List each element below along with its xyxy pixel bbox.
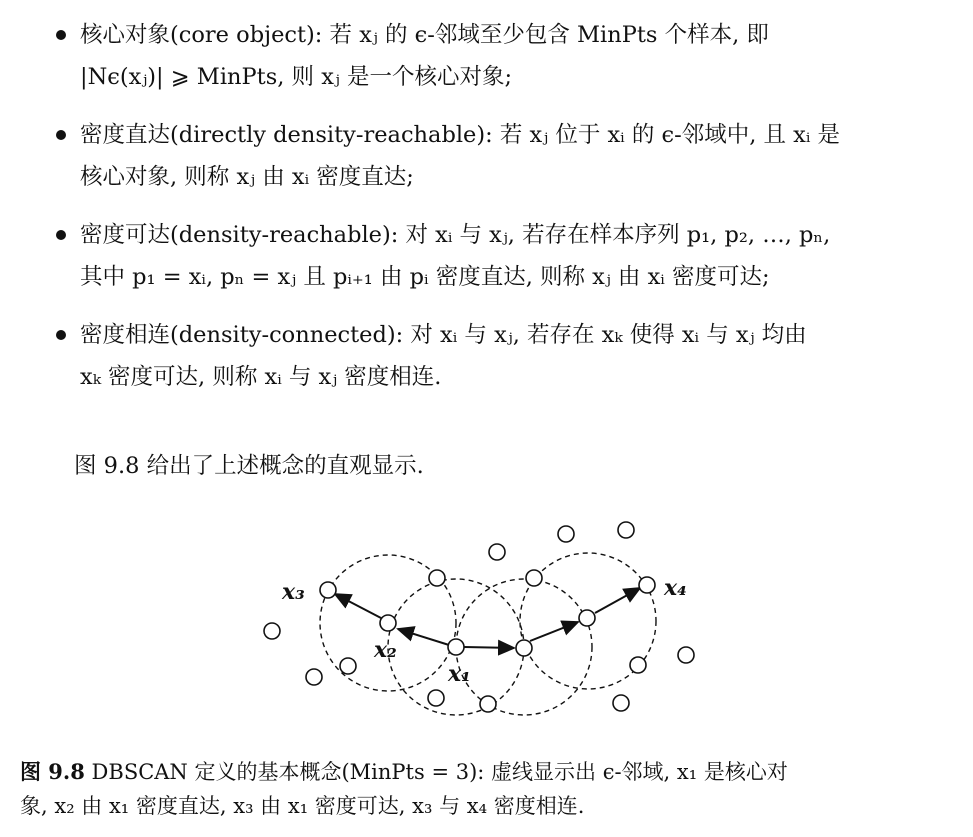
bullet-dot: [56, 130, 66, 140]
sample-point: [516, 640, 532, 656]
definition-line: 密度相连(density-connected): 对 xᵢ 与 xⱼ, 若存在 xₖ 使得 xᵢ 与 xⱼ 均由: [80, 322, 807, 348]
sample-point: [579, 610, 595, 626]
bullet-dot: [56, 230, 66, 240]
bullet-dot: [56, 30, 66, 40]
sample-point-x2: [380, 615, 396, 631]
label-x4: x₄: [664, 575, 687, 601]
sample-point: [618, 522, 634, 538]
bullet-dot: [56, 330, 66, 340]
label-x2: x₂: [374, 637, 397, 663]
sample-point: [480, 696, 496, 712]
arrow-mid-to-x4: [595, 588, 640, 613]
sample-point: [306, 669, 322, 685]
sample-point: [429, 570, 445, 586]
definition-core-object: [56, 14, 961, 98]
arrow-right-to-mid: [530, 622, 578, 641]
caption-text-line2: 象, x₂ 由 x₁ 密度直达, x₃ 由 x₁ 密度可达, x₃ 与 x₄ 密度相连.: [20, 794, 585, 818]
definition-line: 密度直达(directly density-reachable): 若 xⱼ 位于 xᵢ 的 ϵ-邻域中, 且 xᵢ 是: [80, 122, 841, 148]
sample-point-x1: [448, 639, 464, 655]
arrow-x2-to-x3: [335, 594, 381, 618]
definition-line: xₖ 密度可达, 则称 xᵢ 与 xⱼ 密度相连.: [80, 364, 442, 390]
sample-point-x4: [639, 577, 655, 593]
sample-point: [558, 526, 574, 542]
sample-point: [489, 544, 505, 560]
dbscan-diagram: [250, 505, 730, 745]
definition-line: 核心对象, 则称 xⱼ 由 xᵢ 密度直达;: [80, 164, 414, 190]
caption-label: 图 9.8: [20, 759, 85, 784]
definition-list: [56, 14, 961, 414]
sample-point: [678, 647, 694, 663]
figure-dbscan: [250, 505, 730, 745]
arrow-x1-to-right: [464, 647, 514, 648]
definition-line: |Nϵ(xⱼ)| ⩾ MinPts, 则 xⱼ 是一个核心对象;: [80, 64, 513, 90]
intro-text: 图 9.8 给出了上述概念的直观显示.: [74, 453, 424, 479]
figure-caption: [20, 755, 960, 823]
definition-line: 其中 p₁ = xᵢ, pₙ = xⱼ 且 pᵢ₊₁ 由 pᵢ 密度直达, 则称 xⱼ 由 xᵢ 密度可达;: [80, 264, 770, 290]
sample-point: [340, 658, 356, 674]
sample-point: [264, 623, 280, 639]
label-x1: x₁: [448, 661, 471, 687]
arrow-x1-to-x2: [398, 629, 449, 645]
definition-density-reachable: [56, 214, 961, 298]
sample-point: [630, 657, 646, 673]
caption-text: DBSCAN 定义的基本概念(MinPts = 3): 虚线显示出 ϵ-邻域, x₁ 是核心对: [91, 760, 788, 784]
sample-point: [428, 690, 444, 706]
sample-point: [526, 570, 542, 586]
sample-point: [613, 695, 629, 711]
definition-line: 密度可达(density-reachable): 对 xᵢ 与 xⱼ, 若存在样本序列 p₁, p₂, …, pₙ,: [80, 222, 831, 248]
sample-point-x3: [320, 582, 336, 598]
definition-directly-density-reachable: [56, 114, 961, 198]
definition-line: 核心对象(core object): 若 xⱼ 的 ϵ-邻域至少包含 MinPts 个样本, 即: [80, 22, 769, 48]
label-x3: x₃: [282, 579, 305, 605]
definition-density-connected: [56, 314, 961, 398]
